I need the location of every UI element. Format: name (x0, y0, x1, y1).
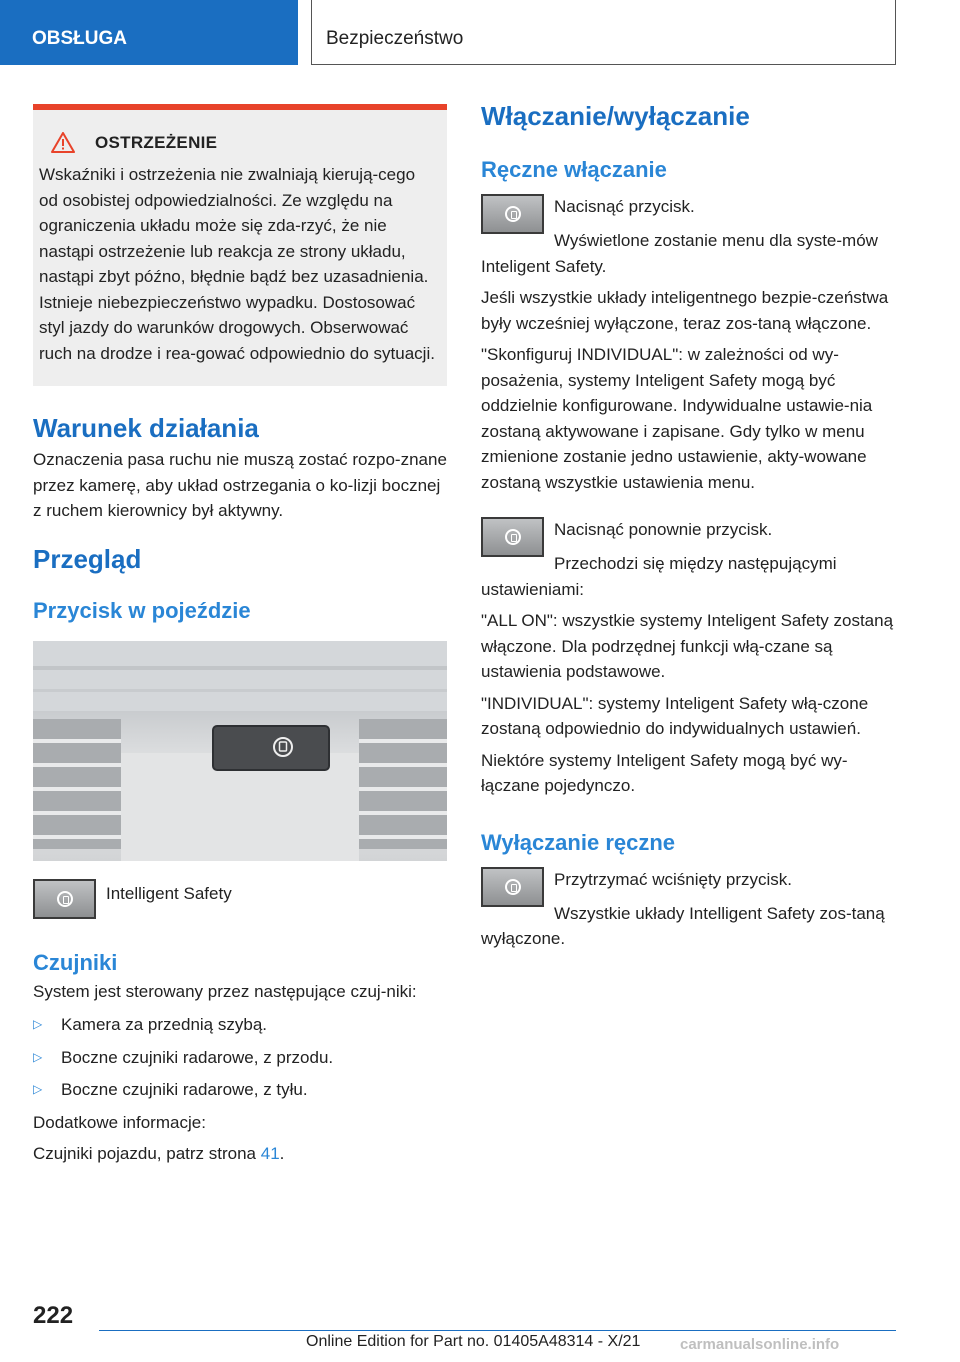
bullet-triangle-icon: ▷ (33, 1049, 43, 1064)
footer-divider (99, 1330, 896, 1331)
intelligent-safety-button-icon[interactable] (481, 194, 544, 234)
paragraph-2: "Skonfiguruj INDIVIDUAL": w zależności od wy-posażenia, systemy Inteligent Safety mogą być oddzielnie konfigurowane. Indywidualne ustawie-nia zostaną aktywowane i zapisane. Gdy tylko w menu zmienione zostanie jedno ustawienie, akty-wowane zostaną wszystkie ustawienia menu. (481, 345, 873, 492)
paragraph-4: "INDIVIDUAL": systemy Inteligent Safety włą-czone zostaną odpowiednio do indywidualnych ustawień. (481, 693, 869, 738)
chapter-title: Bezpieczeństwo (311, 0, 896, 65)
list-item: ▷ Boczne czujniki radarowe, z przodu. (33, 1045, 447, 1071)
list-item: ▷ Boczne czujniki radarowe, z tyłu. (33, 1077, 447, 1103)
manual-on-heading: Ręczne włączanie (481, 157, 667, 182)
paragraph-1: Jeśli wszystkie układy inteligentnego bezpie-czeństwa były wcześniej wyłączone, teraz zos-taną włączone. (481, 288, 889, 333)
page-number: 222 (33, 1302, 74, 1329)
section-tab: OBSŁUGA (0, 0, 298, 65)
press-again-result: Przechodzi się między następującymi ustawieniami: (481, 554, 837, 599)
button-label: Intelligent Safety (106, 883, 232, 903)
press-again-step: Nacisnąć ponownie przycisk. (554, 520, 773, 539)
intelligent-safety-button-icon[interactable] (481, 867, 544, 907)
condition-heading: Warunek działania (33, 413, 259, 443)
overview-heading: Przegląd (33, 543, 142, 574)
on-off-heading: Włączanie/wyłączanie (481, 101, 750, 131)
extra-info-label: Dodatkowe informacje: (33, 1112, 206, 1132)
sensor-reference: Czujniki pojazdu, patrz strona 41. (33, 1144, 285, 1163)
hold-step: Przytrzymać wciśnięty przycisk. (554, 869, 793, 889)
bullet-triangle-icon: ▷ (33, 1082, 43, 1096)
right-column (481, 100, 896, 952)
warning-triangle-icon (51, 132, 75, 153)
button-heading: Przycisk w pojeździe (33, 597, 251, 623)
watermark-text: carmanualsonline.info (680, 1336, 840, 1353)
manual-off-heading: Wyłączanie ręczne (481, 829, 676, 855)
paragraph-3: "ALL ON": wszystkie systemy Inteligent Safety zostaną włączone. Dla podrzędnej funkcji włą-czane są ustawienia podstawowe. (481, 611, 894, 681)
hold-result: Wszystkie układy Intelligent Safety zos-taną wyłączone. (481, 903, 885, 948)
paragraph-5: Niektóre systemy Inteligent Safety mogą być wy-łączane pojedynczo. (481, 750, 848, 795)
sensors-text: System jest sterowany przez następujące czuj-niki: (33, 981, 417, 1001)
dashboard-image (33, 641, 447, 861)
bullet-triangle-icon: ▷ (33, 1017, 43, 1031)
press-step: Nacisnąć przycisk. (554, 197, 695, 216)
condition-text: Oznaczenia pasa ruchu nie muszą zostać rozpo-znane przez kamerę, aby układ ostrzegania o ko-lizji bocznej z ruchem kierownicy był aktywny. (33, 450, 447, 520)
left-column (33, 104, 447, 1167)
press-result: Wyświetlone zostanie menu dla syste-mów Inteligent Safety. (481, 231, 878, 276)
warning-title: OSTRZEŻENIE (95, 132, 218, 152)
intelligent-safety-button-icon[interactable] (481, 517, 544, 557)
warning-text: Wskaźniki i ostrzeżenia nie zwalniają kierują-cego od osobistej odpowiedzialności. Ze względu na ograniczenia układu może się zda-rzyć, że nie nastąpi ostrzeżenie lub reakcja ze strony układu, nastąpi zbyt późno, błędnie bądź bez uzasadnienia. Istnieje niebezpieczeństwo wypadku. Dostosować styl jazdy do warunków drogowych. Obserwować ruch na drodze i rea-gować odpowiednio do sytuacji. (39, 165, 435, 363)
sensors-heading: Czujniki (33, 949, 118, 975)
edition-text: Online Edition for Part no. 01405A48314 - X/21 (306, 1333, 641, 1350)
dashboard-photo (33, 641, 447, 861)
intelligent-safety-button-icon[interactable] (33, 879, 96, 919)
warning-box (33, 104, 447, 386)
page-reference-link[interactable]: 41 (260, 1144, 280, 1163)
list-item: ▷ Kamera za przednią szybą. (33, 1012, 447, 1038)
